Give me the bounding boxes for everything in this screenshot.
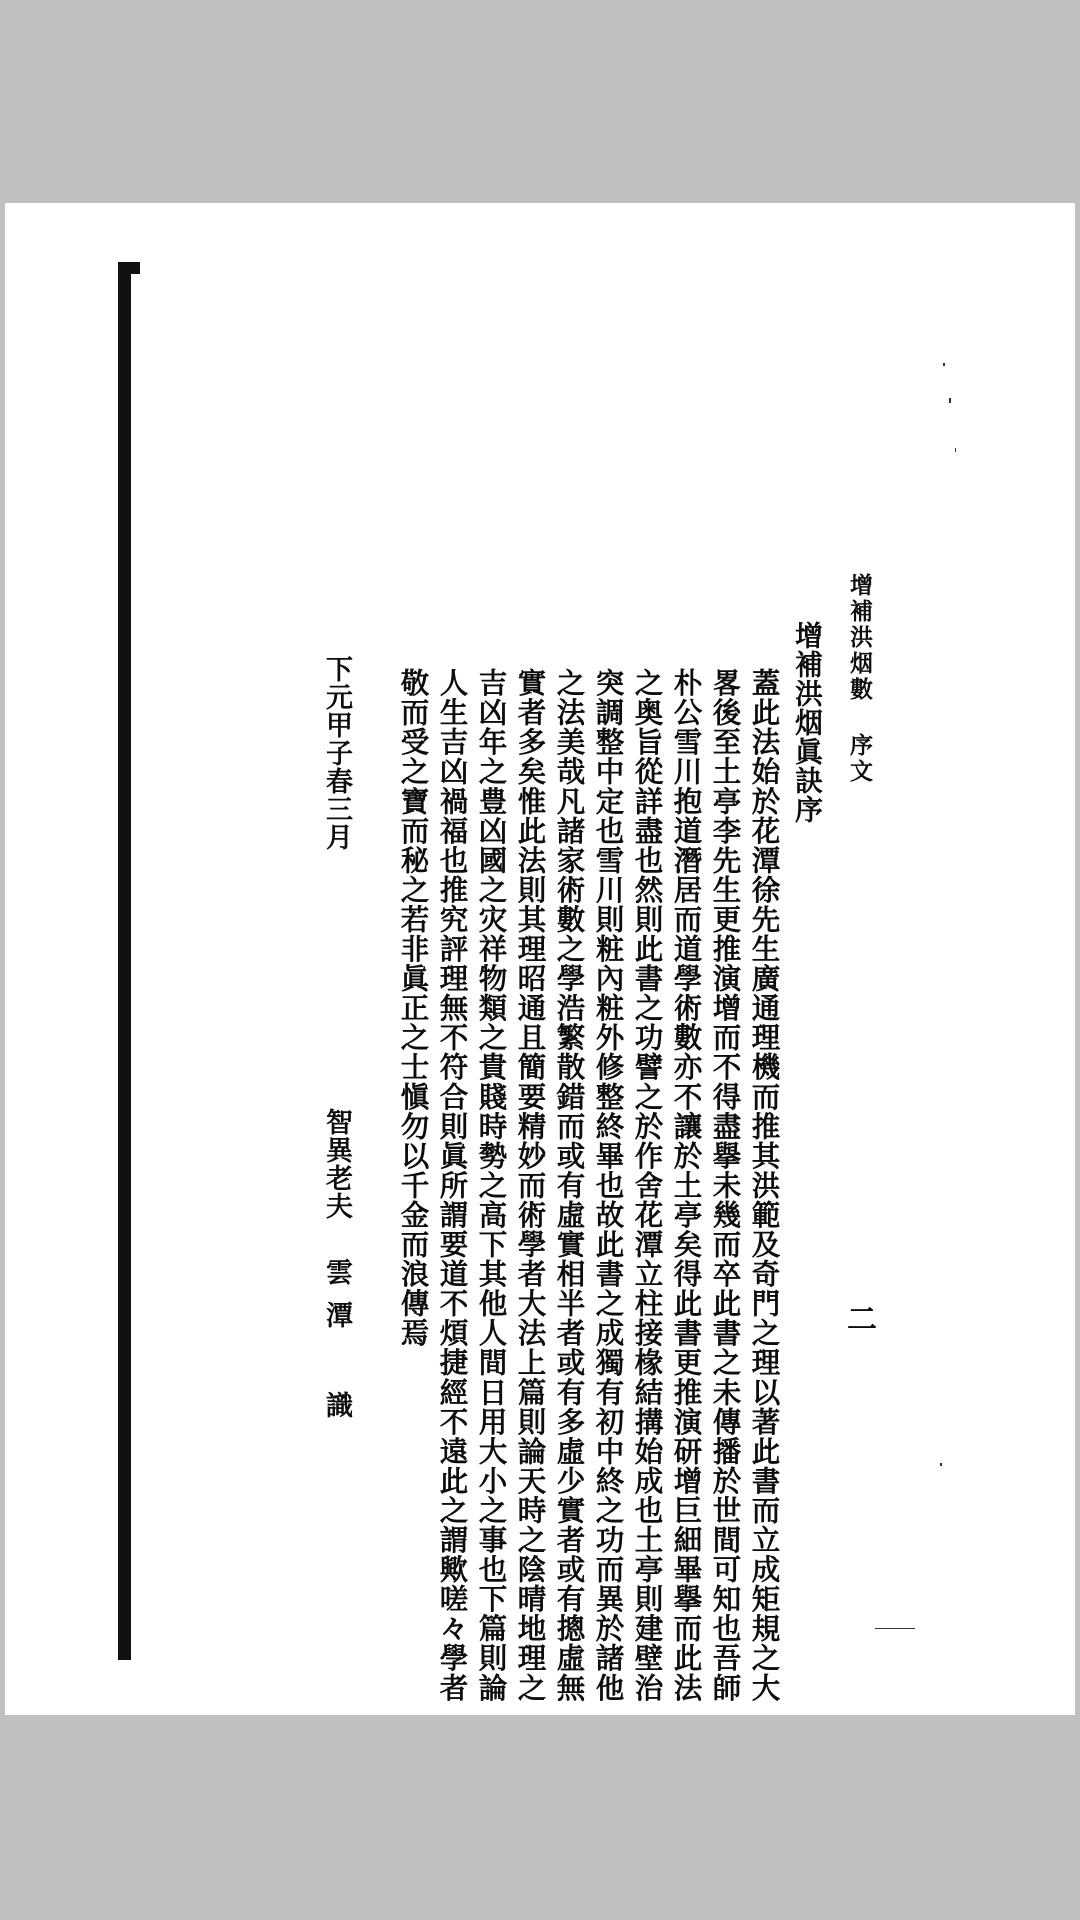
- body-text-line: 吉凶年之豊凶國之灾祥物類之貴賤時勢之高下其他人間日用大小之事也下篇則論: [474, 668, 509, 1703]
- scan-speck: [955, 448, 956, 452]
- body-text-line: 蓋此法始於花潭徐先生廣通理機而推其洪範及奇門之理以著此書而立成矩規之大: [747, 668, 782, 1703]
- body-text-line: 敬而受之寶而秘之若非眞正之士愼勿以千金而浪傳焉: [396, 668, 431, 1348]
- page-number: 二: [841, 1303, 876, 1333]
- scan-speck: [943, 363, 945, 366]
- page-binding-notch: [118, 262, 140, 274]
- body-text-line: 畧後至土亭李先生更推演增而不得盡擧未幾而卒此書之未傳播於世間可知也吾師: [708, 668, 743, 1703]
- body-text-line: 之奥旨從詳盡也然則此書之功譬之於作舍花潭立柱接椽結搆始成也土亭則建壁治: [630, 668, 665, 1703]
- preface-date: 下元甲子春三月: [321, 655, 352, 851]
- scan-speck: [940, 1463, 942, 1466]
- running-header: 增補洪烟數 序文: [846, 573, 873, 785]
- body-text-line: 之法美哉凡諸家術數之學浩繁散錯而或有虛實相半者或有多虛少實者或有摠虛無: [552, 668, 587, 1703]
- preface-title: 增補洪烟眞訣序: [791, 621, 824, 824]
- signature-name: 智異老夫: [321, 1108, 352, 1220]
- scan-speck: [949, 398, 951, 403]
- body-text-line: 實者多矣惟此法則其理昭通且簡要精妙而術學者大法上篇則論天時之陰晴地理之: [513, 668, 548, 1703]
- body-text-line: 朴公雪川抱道潛居而道學術數亦不讓於土亭矣得此書更推演研增巨細畢擧而此法: [669, 668, 704, 1703]
- signature-author: 雲潭 識: [321, 1258, 352, 1434]
- scan-speck: [875, 1628, 915, 1629]
- body-text-line: 突調整中定也雪川則粧內粧外修整終畢也故此書之成獨有初中終之功而異於諸他: [591, 668, 626, 1703]
- page-binding-edge: [118, 263, 131, 1660]
- body-text-line: 人生吉凶禍福也推究評理無不符合則眞所謂要道不煩捷經不遠此之謂歟嗟々學者: [435, 668, 470, 1703]
- scanned-page: [5, 203, 1075, 1715]
